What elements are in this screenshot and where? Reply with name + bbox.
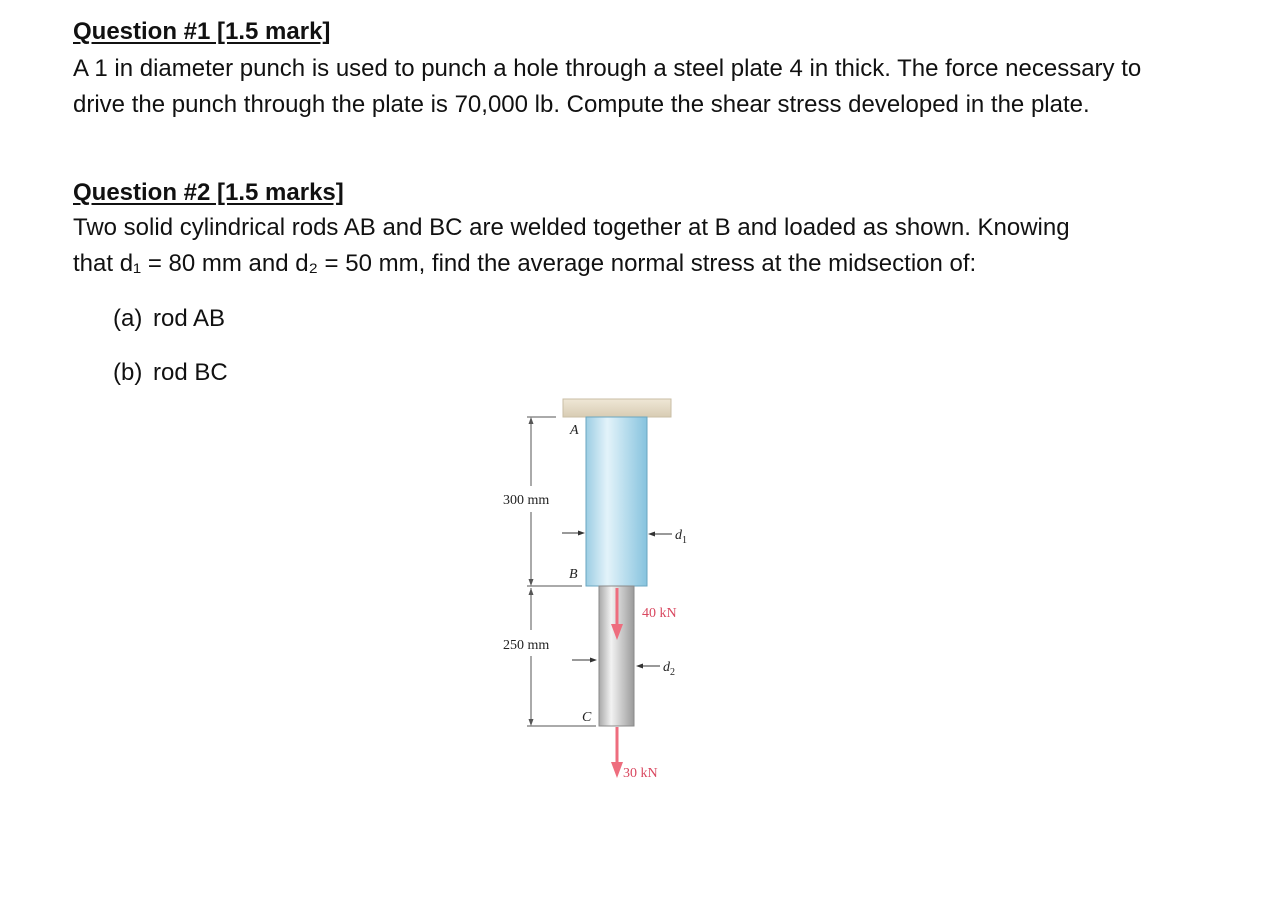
dimension-ab-label: 300 mm xyxy=(503,493,550,508)
question-2-body-line-1: Two solid cylindrical rods AB and BC are welded together at B and loaded as shown. Knowing xyxy=(73,214,1070,241)
d2-pointer-head xyxy=(636,664,643,669)
point-c-label: C xyxy=(582,710,592,725)
midsection-arrow-bc-head xyxy=(590,658,597,663)
fixed-support xyxy=(563,399,671,417)
d1-subscript: 1 xyxy=(682,535,687,546)
dimension-bc-label: 250 mm xyxy=(503,638,550,653)
d1-label: $d_1$ xyxy=(675,528,687,546)
midsection-arrow-ab-head xyxy=(578,531,585,536)
question-2-title: Question #2 [1.5 marks] xyxy=(73,179,344,206)
question-2-body-line-2: that d₁ = 80 mm and d₂ = 50 mm, find the average normal stress at the midsection of: xyxy=(73,249,977,277)
sub-question-a-text: rod AB xyxy=(153,305,226,332)
sub-question-b-label: (b) xyxy=(113,359,143,386)
load-c-arrow-head xyxy=(611,762,623,778)
question-1-title: Question #1 [1.5 mark] xyxy=(73,18,331,45)
d2-label: $d_2$ xyxy=(663,660,675,678)
d2-subscript: 2 xyxy=(670,667,675,678)
question-1-body: A 1 in diameter punch is used to punch a hole through a steel plate 4 in thick. The force necessary to drive the punch through the plate is 70,000 lb. Compute the shear stress developed in the plate. xyxy=(73,55,1142,118)
point-b-label: B xyxy=(569,567,578,582)
point-a-label: A xyxy=(570,423,579,438)
load-b-label: 40 kN xyxy=(642,606,677,621)
rod-ab xyxy=(586,417,647,586)
sub-question-a-label: (a) xyxy=(113,305,143,332)
load-c-label: 30 kN xyxy=(623,766,658,781)
d1-pointer-head xyxy=(648,532,655,537)
sub-question-b-text: rod BC xyxy=(153,359,228,386)
